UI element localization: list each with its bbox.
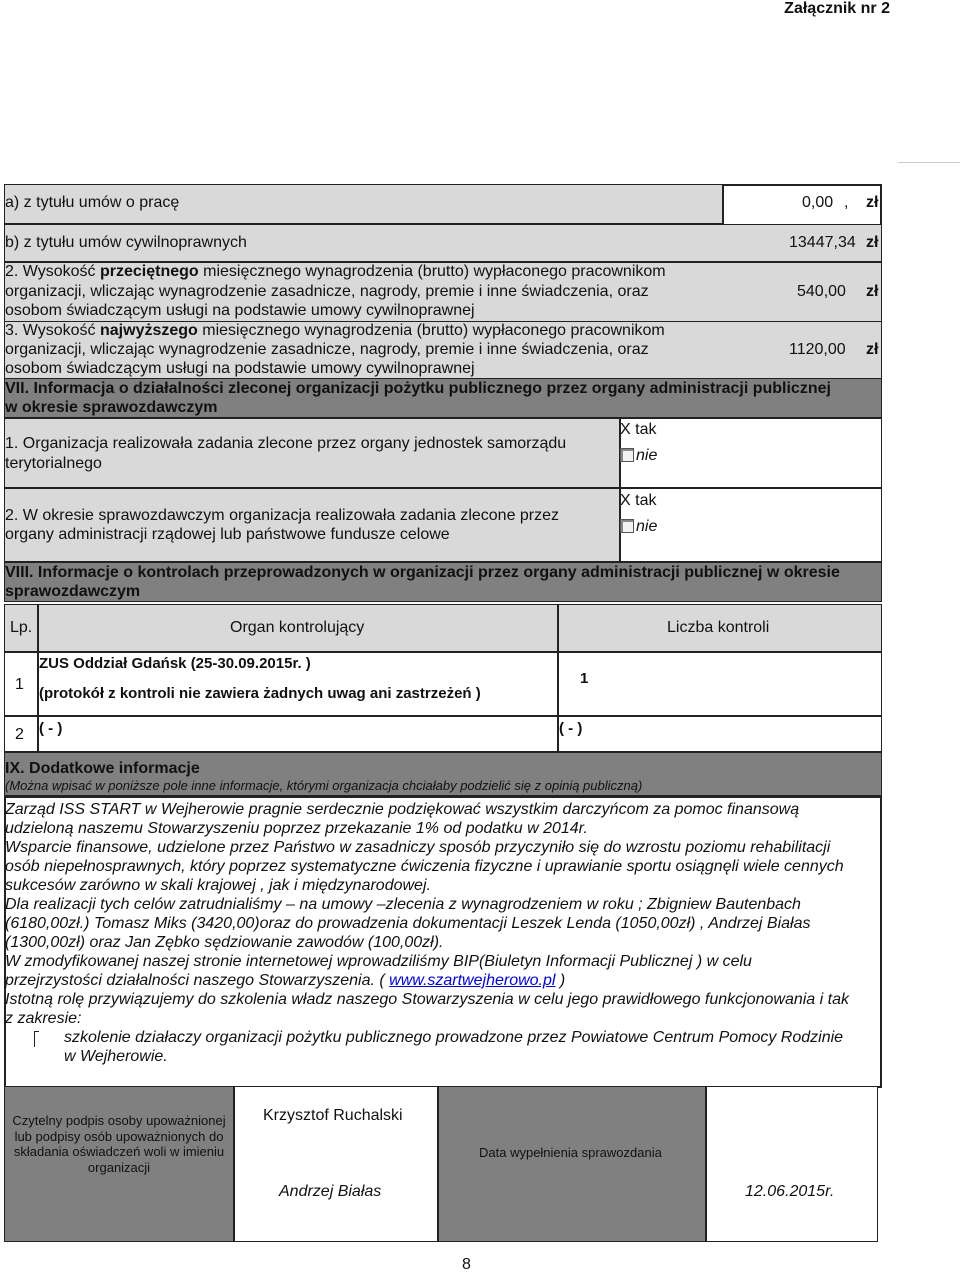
row1-lp: 1	[15, 676, 24, 693]
table-header-count: Liczba kontroli	[667, 619, 770, 636]
info-line: (1300,00zł) oraz Jan Zębko sędziowanie zawodów (100,00zł).	[5, 934, 444, 951]
info-line: sukcesów zarówno w skali krajowej , jak i międzynarodowej.	[5, 877, 431, 894]
vii-q1-no[interactable]: nie	[620, 447, 657, 465]
row-2-unit: zł	[866, 283, 879, 300]
row-b-unit: zł	[866, 234, 879, 251]
row-3-line3: osobom świadczącym usługi na podstawie umowy cywilnoprawnej	[5, 360, 475, 377]
section-viii-title-line2: sprawozdawczym	[5, 583, 141, 600]
row-2-line1: 2. Wysokość przeciętnego miesięcznego wynagrodzenia (brutto) wypłaconego pracownikom	[5, 263, 666, 280]
table-header-lp: Lp.	[10, 619, 33, 636]
info-line: Zarząd ISS START w Wejherowie pragnie serdecznie podziękować wszystkim darczyńcom za pomoc finansową	[5, 801, 800, 818]
signature-label: Czytelny podpis osoby upoważnionej lub podpisy osób upoważnionych do składania oświadczeń woli w imieniu organizacji	[12, 1113, 226, 1175]
section-vii-title-line1: VII. Informacja o działalności zleconej organizacji pożytku publicznego przez organy administracji publicznej	[5, 380, 831, 397]
website-link[interactable]: www.szartwejherowo.pl	[389, 972, 556, 989]
vii-q1-yes[interactable]: X tak	[620, 421, 657, 438]
row-2-line3: osobom świadczącym usługi na podstawie umowy cywilnoprawnej	[5, 302, 475, 319]
info-line: Wsparcie finansowe, udzielone przez Państwo w zasadniczy sposób przyczyniło się do wzrostu poziomu rehabilitacji	[5, 839, 831, 856]
row-a-label: a) z tytułu umów o pracę	[5, 194, 180, 211]
info-line: (6180,00zł.) Tomasz Miks (3420,00)oraz do prowadzenia dokumentacji Leszek Lenda (1050,00zł) , Andrzej Białas	[5, 915, 811, 932]
row-3-line2: organizacji, wliczając wynagrodzenie zasadnicze, nagrody, premie i inne świadczenia, oraz	[5, 341, 649, 358]
vii-q2-line1: 2. W okresie sprawozdawczym organizacja realizowała zadania zlecone przez	[5, 507, 560, 524]
page-number: 8	[462, 1256, 471, 1272]
row-3-unit: zł	[866, 341, 879, 358]
section-ix-title: IX. Dodatkowe informacje	[5, 760, 200, 777]
row2-organ: ( - )	[39, 720, 63, 737]
info-line: Dla realizacji tych celów zatrudnialiśmy – na umowy –zlecenia z wynagrodzeniem w roku ; Zbigniew Bautenbach	[5, 896, 801, 913]
bullet-icon	[34, 1031, 39, 1047]
section-ix-subtitle: (Można wpisać w poniższe pole inne informacje, którymi organizacja chciałaby podzielić się z opinią publiczną)	[5, 778, 643, 793]
signature-name1: Krzysztof Ruchalski	[263, 1107, 403, 1124]
info-line: z zakresie:	[5, 1010, 82, 1027]
date-label-cell	[438, 1086, 706, 1242]
checkbox-icon[interactable]	[620, 448, 634, 462]
divider	[898, 162, 960, 163]
row-b-value: 13447,34	[789, 234, 856, 251]
vii-q1-line2: terytorialnego	[5, 455, 102, 472]
vii-q2-yes[interactable]: X tak	[620, 492, 657, 509]
vii-q2-answer-cell	[620, 488, 882, 562]
checkbox-icon[interactable]	[620, 519, 634, 533]
row-3-value: 1120,00	[789, 341, 846, 358]
row2-count-cell	[558, 716, 882, 752]
row-a-unit: zł	[866, 194, 879, 211]
table-header-organ: Organ kontrolujący	[230, 619, 365, 636]
row-a-value: 0,00	[802, 194, 834, 211]
bullet-line2: w Wejherowie.	[64, 1048, 168, 1065]
row2-lp: 2	[15, 726, 24, 743]
signature-name2: Andrzej Białas	[279, 1183, 382, 1200]
date-field[interactable]	[706, 1086, 878, 1242]
bullet-line1: szkolenie działaczy organizacji pożytku publicznego prowadzone przez Powiatowe Centrum Pomocy Rodzinie	[64, 1029, 844, 1046]
info-line-with-link: przejrzystości działalności naszego Stowarzyszenia. ( www.szartwejherowo.pl )	[5, 972, 566, 989]
date-value: 12.06.2015r.	[745, 1183, 835, 1200]
info-line: W zmodyfikowanej naszej stronie internetowej wprowadziliśmy BIP(Biuletyn Informacji Publicznej ) w celu	[5, 953, 752, 970]
vii-q2-no[interactable]: nie	[620, 518, 657, 536]
annex-label: Załącznik nr 2	[784, 0, 890, 17]
row2-count: ( - )	[559, 720, 583, 737]
row2-organ-cell	[38, 716, 558, 752]
info-line: osób niepełnosprawnych, który poprzez systematyczne ćwiczenia fizyczne i uprawianie sportu osiągnęli wiele cennych	[5, 858, 844, 875]
row-3-line1: 3. Wysokość najwyższego miesięcznego wynagrodzenia (brutto) wypłaconego pracownikom	[5, 322, 665, 339]
row-b-label: b) z tytułu umów cywilnoprawnych	[5, 234, 247, 251]
row1-organ-line1: ZUS Oddział Gdańsk (25-30.09.2015r. )	[39, 655, 311, 672]
row-2-line2: organizacji, wliczając wynagrodzenie zasadnicze, nagrody, premie i inne świadczenia, oraz	[5, 283, 649, 300]
section-viii-title-line1: VIII. Informacje o kontrolach przeprowadzonych w organizacji przez organy administracji publicznej w okresie	[5, 564, 840, 581]
row1-count: 1	[580, 670, 589, 687]
info-line: Istotną rolę przywiązujemy do szkolenia władz naszego Stowarzyszenia w celu jego prawidłowego funkcjonowania i tak	[5, 991, 849, 1008]
row1-organ-line2: (protokół z kontroli nie zawiera żadnych uwag ani zastrzeżeń )	[39, 685, 481, 702]
row-a-separator: ,	[844, 194, 849, 211]
vii-q1-answer-cell	[620, 418, 882, 488]
section-vii-title-line2: w okresie sprawozdawczym	[5, 399, 218, 416]
vii-q1-cell	[4, 418, 620, 488]
vii-q2-cell	[4, 488, 620, 562]
vii-q2-line2: organy administracji rządowej lub państwowe fundusze celowe	[5, 526, 450, 543]
vii-q1-line1: 1. Organizacja realizowała zadania zlecone przez organy jednostek samorządu	[5, 435, 567, 452]
info-line: udzieloną naszemu Stowarzyszeniu poprzez przekazanie 1% od podatku w 2014r.	[5, 820, 588, 837]
row1-count-cell	[558, 652, 882, 716]
row-2-value: 540,00	[797, 283, 846, 300]
date-label: Data wypełnienia sprawozdania	[479, 1145, 662, 1160]
